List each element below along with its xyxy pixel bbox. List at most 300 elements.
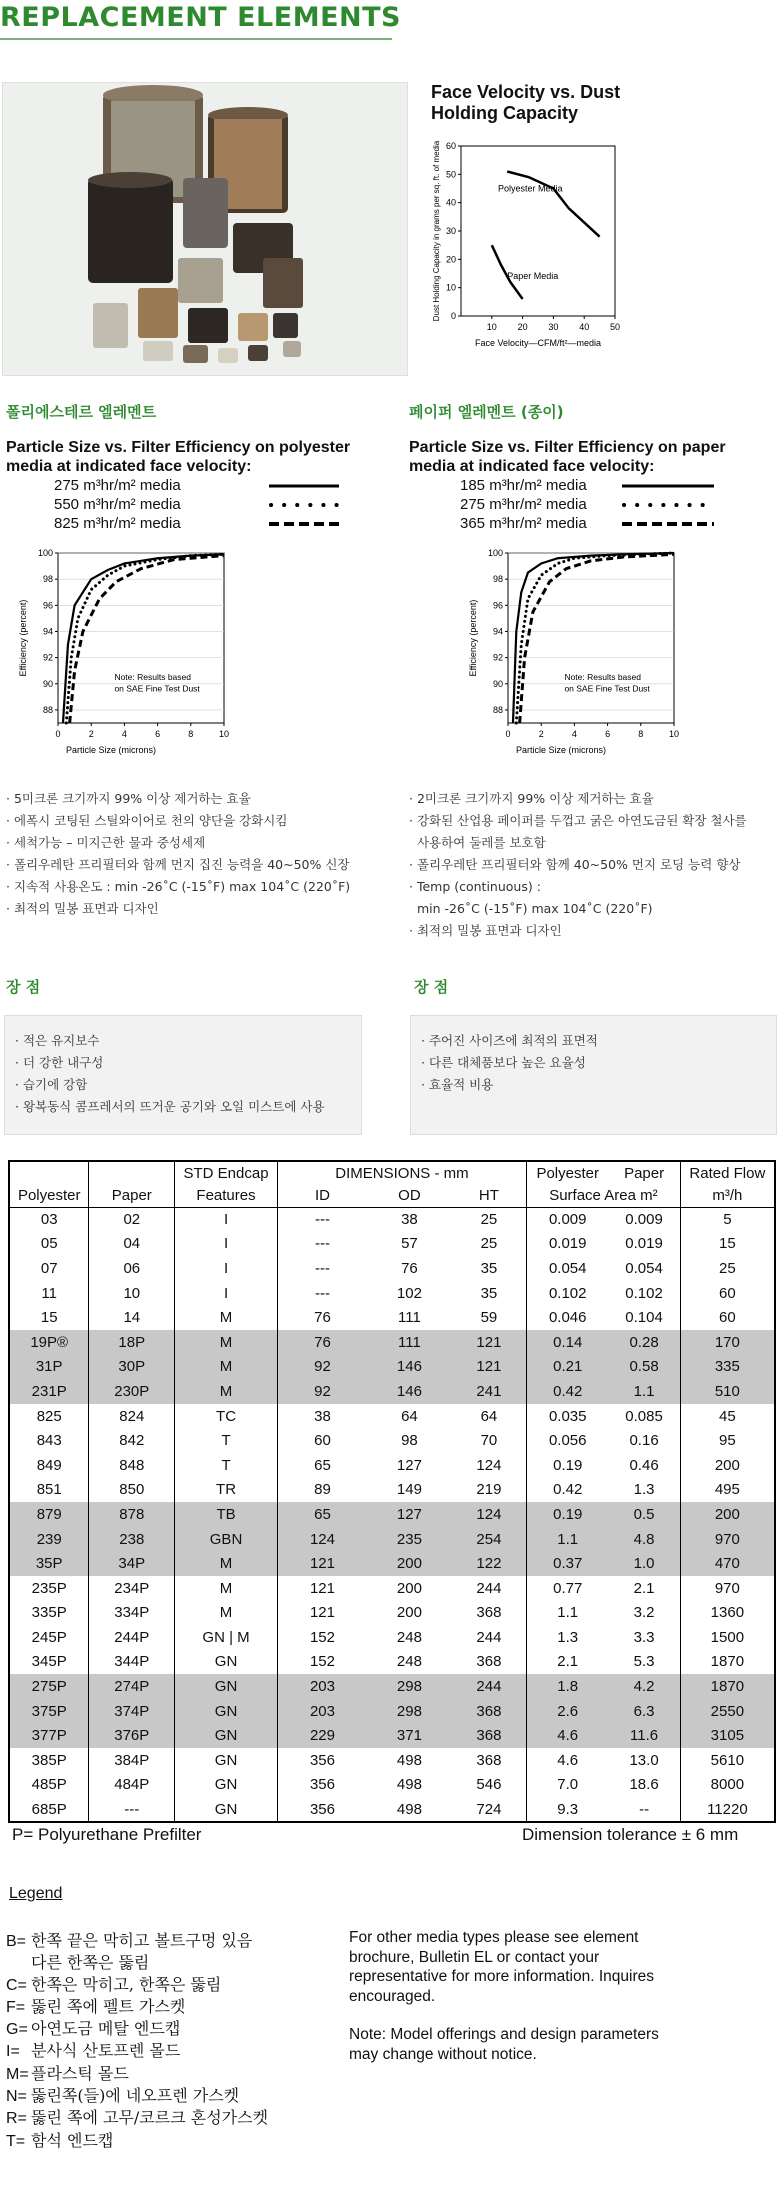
table-cell: 98 — [401, 1432, 418, 1450]
chart-note: Note: Results based — [114, 671, 191, 682]
polyester-efficiency-chart — [8, 545, 238, 770]
table-cell: 825 — [9, 1404, 89, 1429]
table-cell: 3.2 — [633, 1604, 655, 1622]
table-cell: 11220 — [680, 1797, 775, 1822]
table-cell: 384P — [89, 1748, 175, 1773]
table-cell: 2.1 — [527, 1650, 609, 1675]
table-cell: 1870 — [680, 1674, 775, 1699]
table-cell: 344P — [89, 1650, 175, 1675]
table-cell: 149 — [396, 1481, 422, 1499]
x-tick-label: 4 — [571, 729, 577, 739]
table-cell: 371 — [367, 1723, 452, 1748]
y-tick-label: 90 — [492, 678, 503, 689]
table-cell: 111 — [398, 1309, 421, 1327]
table-cell: 0.77 — [527, 1576, 609, 1601]
table-cell: 0.46 — [629, 1456, 659, 1474]
y-tick-label: 88 — [42, 704, 53, 715]
table-cell: 04 — [89, 1232, 175, 1257]
y-tick-label: 98 — [42, 574, 53, 585]
table-cell: 1500 — [680, 1625, 775, 1650]
table-cell: 45 — [680, 1404, 775, 1429]
table-row — [9, 1256, 775, 1281]
series-label: Polyester Media — [497, 183, 563, 194]
table-cell: 121 — [452, 1355, 527, 1380]
x-tick-label: 10 — [486, 322, 497, 332]
table-cell: 05 — [9, 1232, 89, 1257]
paper-heading: 페이퍼 엘레멘트 (종이) — [409, 403, 564, 421]
table-cell: 60 — [680, 1281, 775, 1306]
table-cell: 0.085 — [625, 1407, 663, 1425]
table-cell: 1.0 — [608, 1551, 680, 1576]
table-cell: 0.102 — [625, 1284, 663, 1302]
table-row — [9, 1428, 775, 1453]
table-cell: 15 — [9, 1305, 89, 1330]
table-cell: 25 — [680, 1256, 775, 1281]
table-cell: 89 — [277, 1478, 367, 1503]
table-cell: 0.19 — [527, 1502, 609, 1527]
table-cell: 385P — [9, 1748, 89, 1773]
advantage-item: · 습기에 강함 — [15, 1077, 88, 1092]
legend-item — [6, 1930, 268, 1952]
legend-label: 275 m³hr/m² media — [54, 477, 181, 494]
table-header-cell — [89, 1161, 175, 1184]
table-cell: 0.28 — [608, 1330, 680, 1355]
table-cell: 356 — [277, 1773, 367, 1798]
table-cell: 1.1 — [527, 1601, 609, 1626]
feature-item: · 세척가능 – 미지근한 물과 중성세제 — [6, 835, 206, 850]
table-cell: 375P — [9, 1699, 89, 1724]
table-cell: 8000 — [680, 1773, 775, 1798]
table-cell: 1.1 — [527, 1527, 609, 1552]
table-cell: 241 — [452, 1379, 527, 1404]
table-cell: 121 — [277, 1601, 367, 1626]
table-cell: 335P — [9, 1601, 89, 1626]
table-cell: 0.42 — [527, 1478, 609, 1503]
table-header-cell: ID — [277, 1184, 367, 1207]
table-cell: 13.0 — [629, 1751, 659, 1769]
table-cell: GN — [175, 1797, 278, 1822]
polyester-features — [6, 788, 350, 920]
table-cell: TR — [175, 1478, 278, 1503]
table-cell: 1.3 — [527, 1625, 609, 1650]
table-cell: 121 — [277, 1551, 367, 1576]
legend-key: M= — [6, 2065, 29, 2083]
legend-key: I= — [6, 2043, 20, 2061]
table-cell: GBN — [175, 1527, 278, 1552]
title-divider — [0, 38, 392, 40]
table-cell: 0.019 — [527, 1232, 609, 1257]
feature-item: · 최적의 밀봉 표면과 디자인 — [409, 923, 562, 938]
polyester-legend-item — [54, 476, 339, 495]
table-cell: 4.8 — [608, 1527, 680, 1552]
table-row — [9, 1453, 775, 1478]
table-cell: M — [175, 1551, 278, 1576]
face-velocity-chart-title: Face Velocity vs. Dust Holding Capacity — [431, 82, 621, 123]
table-cell: 254 — [452, 1527, 527, 1552]
table-cell: 11 — [9, 1281, 89, 1306]
table-cell: GN | M — [175, 1625, 278, 1650]
table-cell: 248 — [396, 1628, 422, 1646]
table-cell: 0.054 — [625, 1259, 663, 1277]
table-cell: 0.104 — [625, 1309, 663, 1327]
table-header-cell: Features — [175, 1184, 278, 1207]
spec-table — [8, 1160, 776, 1823]
table-row — [9, 1527, 775, 1552]
table-row — [9, 1674, 775, 1699]
table-cell: 18.6 — [629, 1776, 659, 1794]
table-cell: 275P — [9, 1674, 89, 1699]
table-cell: 239 — [9, 1527, 89, 1552]
table-cell: 0.035 — [527, 1404, 609, 1429]
plot-frame — [508, 553, 674, 723]
paper-advantages-heading: 장 점 — [414, 978, 449, 996]
table-cell: 124 — [476, 1456, 502, 1474]
table-cell: 0.046 — [527, 1305, 609, 1330]
table-cell: T — [175, 1428, 278, 1453]
table-row — [9, 1723, 775, 1748]
y-tick-label: 98 — [492, 574, 503, 585]
table-cell: 0.21 — [527, 1355, 609, 1380]
table-cell: 231P — [9, 1379, 89, 1404]
table-cell: 34P — [89, 1551, 175, 1576]
legend-item — [6, 2063, 268, 2085]
table-cell: 121 — [277, 1576, 367, 1601]
legend-item — [6, 1952, 268, 1973]
table-header-row — [9, 1184, 775, 1207]
table-cell: 59 — [480, 1309, 498, 1327]
polyester-legend-item — [54, 495, 339, 514]
table-cell: 842 — [89, 1428, 175, 1453]
table-cell: 5.3 — [633, 1653, 655, 1671]
table-cell: 200 — [396, 1604, 422, 1622]
polyester-chart-title: Particle Size vs. Filter Efficiency on polyester media at indicated face velocity: — [6, 439, 351, 475]
advantage-item: · 다른 대체품보다 높은 요율성 — [421, 1055, 586, 1070]
table-cell: 2.6 — [527, 1699, 609, 1724]
table-cell: 484P — [89, 1773, 175, 1798]
table-cell: 377P — [9, 1723, 89, 1748]
paper-advantages-box — [410, 1015, 777, 1135]
legend-item — [6, 2085, 268, 2107]
table-cell: 38 — [401, 1211, 418, 1229]
solid-line-swatch — [269, 483, 339, 489]
feature-item: · 폴리우레탄 프리필터와 함께 먼지 집진 능력을 40~50% 신장 — [6, 857, 350, 872]
table-cell: 3105 — [680, 1723, 775, 1748]
table-cell: 878 — [89, 1502, 175, 1527]
table-cell: --- — [277, 1207, 367, 1232]
table-row — [9, 1576, 775, 1601]
paper-legend-item — [460, 495, 714, 514]
table-cell: 146 — [367, 1379, 452, 1404]
table-cell: 248 — [396, 1653, 422, 1671]
plot-frame — [58, 553, 224, 723]
legend-key: F= — [6, 1998, 26, 2016]
y-tick-label: 30 — [445, 226, 456, 236]
table-row — [9, 1330, 775, 1355]
legend-item — [6, 2018, 268, 2040]
x-tick-label: 4 — [121, 729, 127, 739]
feature-item: · 폴리우레탄 프리필터와 함께 40~50% 먼지 로딩 능력 향상 — [409, 857, 741, 872]
table-header-cell: Polyester — [527, 1161, 609, 1184]
table-cell: 4.6 — [527, 1723, 609, 1748]
table-cell: 35P — [9, 1551, 89, 1576]
table-row — [9, 1551, 775, 1576]
y-tick-label: 0 — [450, 311, 456, 321]
table-cell: 368 — [476, 1653, 502, 1671]
table-cell: 15 — [680, 1232, 775, 1257]
table-cell: GN — [175, 1674, 278, 1699]
y-tick-label: 40 — [445, 197, 456, 208]
table-cell: 235P — [9, 1576, 89, 1601]
table-cell: GN — [175, 1723, 278, 1748]
table-cell: 244 — [452, 1674, 527, 1699]
table-cell: 368 — [452, 1699, 527, 1724]
table-cell: 0.19 — [527, 1453, 609, 1478]
y-tick-label: 96 — [42, 600, 53, 611]
table-header-cell: OD — [367, 1184, 452, 1207]
advantage-item: · 더 강한 내구성 — [15, 1055, 104, 1070]
table-row — [9, 1232, 775, 1257]
tolerance-footnote: Dimension tolerance ± 6 mm — [522, 1825, 739, 1844]
table-cell: 245P — [9, 1625, 89, 1650]
table-cell: 368 — [476, 1604, 502, 1622]
polyester-advantages-heading: 장 점 — [6, 978, 41, 996]
table-cell: 356 — [277, 1748, 367, 1773]
y-tick-label: 92 — [492, 652, 503, 663]
table-cell: I — [175, 1256, 278, 1281]
table-cell: 10 — [89, 1281, 175, 1306]
table-cell: 203 — [277, 1674, 367, 1699]
y-tick-label: 20 — [445, 254, 456, 265]
table-cell: 0.14 — [527, 1330, 609, 1355]
table-cell: 6.3 — [608, 1699, 680, 1724]
table-cell: 0.054 — [527, 1256, 609, 1281]
table-cell: --- — [277, 1232, 367, 1257]
legend-label: 185 m³hr/m² media — [460, 477, 587, 494]
dotted-line-swatch — [269, 502, 339, 508]
x-tick-label: 30 — [548, 322, 559, 332]
table-cell: 02 — [89, 1207, 175, 1232]
polyester-legend — [54, 476, 339, 533]
dashed-line-swatch — [269, 521, 339, 527]
x-tick-label: 2 — [88, 729, 94, 739]
table-cell: 374P — [89, 1699, 175, 1724]
table-cell: 203 — [277, 1699, 367, 1724]
table-cell: 127 — [367, 1502, 452, 1527]
series-line — [516, 553, 674, 723]
table-row — [9, 1502, 775, 1527]
series-line — [513, 553, 674, 723]
x-tick-label: 6 — [155, 729, 161, 739]
table-header-cell: Paper — [89, 1184, 175, 1207]
chart-note: Note: Results based — [564, 671, 641, 682]
y-axis-label: Dust Holding Capacity in grams per sq. ft. of media — [432, 140, 441, 322]
table-cell: GN — [175, 1748, 278, 1773]
advantage-item: · 적은 유지보수 — [15, 1033, 100, 1048]
prefilter-footnote: P= Polyurethane Prefilter — [12, 1825, 202, 1844]
legend-label: 825 m³hr/m² media — [54, 515, 181, 532]
table-cell: 70 — [480, 1432, 498, 1450]
table-cell: 0.37 — [527, 1551, 609, 1576]
table-cell: 19P® — [9, 1330, 89, 1355]
chart-note: on SAE Fine Test Dust — [114, 683, 200, 694]
table-cell: TC — [175, 1404, 278, 1429]
table-cell: 121 — [452, 1330, 527, 1355]
table-cell: 152 — [277, 1625, 367, 1650]
table-cell: -- — [608, 1797, 680, 1822]
table-cell: 92 — [277, 1379, 367, 1404]
legend-text: 아연도금 메탈 엔드캡 — [31, 2019, 181, 2039]
legend-text: 뚫린쪽(들)에 네오프렌 가스켓 — [31, 2086, 240, 2106]
table-header-cell: Rated Flow — [680, 1161, 775, 1184]
polyester-legend-item — [54, 514, 339, 533]
table-row — [9, 1601, 775, 1626]
table-cell: 124 — [452, 1502, 527, 1527]
table-row — [9, 1625, 775, 1650]
legend-text: 한쪽은 막히고, 한쪽은 뚫림 — [31, 1974, 222, 1994]
table-cell: --- — [277, 1281, 367, 1306]
table-row — [9, 1797, 775, 1822]
table-cell: 368 — [476, 1751, 502, 1769]
y-axis-label: Efficiency (percent) — [468, 599, 478, 677]
table-cell: T — [175, 1453, 278, 1478]
legend-text: 한쪽 끝은 막히고 볼트구멍 있음 — [31, 1931, 253, 1950]
legend-list — [6, 1930, 268, 2152]
table-cell: 970 — [680, 1576, 775, 1601]
table-cell: --- — [89, 1797, 175, 1822]
table-cell: 879 — [9, 1502, 89, 1527]
legend-label: 550 m³hr/m² media — [54, 496, 181, 513]
y-tick-label: 10 — [445, 282, 456, 293]
table-cell: 335 — [680, 1355, 775, 1380]
feature-item: · 5미크론 크기까지 99% 이상 제거하는 효율 — [6, 791, 251, 806]
feature-item: · 에폭시 코팅된 스틸와이어로 천의 양단을 강화시킴 — [6, 813, 288, 828]
table-cell: M — [175, 1601, 278, 1626]
table-cell: 244P — [89, 1625, 175, 1650]
table-cell: 92 — [277, 1355, 367, 1380]
x-tick-label: 20 — [517, 322, 528, 332]
table-row — [9, 1478, 775, 1503]
table-cell: 18P — [89, 1330, 175, 1355]
table-cell: 219 — [476, 1481, 502, 1499]
table-cell: 14 — [89, 1305, 175, 1330]
x-tick-label: 6 — [605, 729, 611, 739]
table-cell: 850 — [89, 1478, 175, 1503]
table-cell: 498 — [396, 1776, 422, 1794]
table-cell: GN — [175, 1773, 278, 1798]
table-cell: 35 — [480, 1284, 498, 1302]
table-row — [9, 1355, 775, 1380]
note-paragraph: Note: Model offerings and design parameters may change without notice. — [349, 2026, 659, 2063]
table-cell: 0.056 — [527, 1428, 609, 1453]
chart-note: on SAE Fine Test Dust — [564, 683, 650, 694]
feature-item: · 강화된 산업용 페이퍼를 두껍고 굵은 아연도금된 확장 철사를 — [409, 813, 747, 828]
x-tick-label: 2 — [538, 729, 544, 739]
y-tick-label: 50 — [445, 169, 456, 180]
y-tick-label: 90 — [42, 678, 53, 689]
legend-item — [6, 2107, 268, 2129]
table-cell: M — [175, 1576, 278, 1601]
filter-elements-photo — [2, 82, 408, 376]
table-cell: 238 — [89, 1527, 175, 1552]
table-cell: 235 — [367, 1527, 452, 1552]
y-tick-label: 94 — [42, 626, 53, 637]
table-cell: 724 — [452, 1797, 527, 1822]
table-cell: 470 — [680, 1551, 775, 1576]
table-cell: 298 — [367, 1699, 452, 1724]
table-cell: 7.0 — [527, 1773, 609, 1798]
filter-elements-icon — [3, 83, 407, 375]
table-cell: 685P — [9, 1797, 89, 1822]
table-cell: 1.8 — [527, 1674, 609, 1699]
table-cell: 35 — [480, 1259, 498, 1277]
table-cell: 0.5 — [608, 1502, 680, 1527]
y-tick-label: 60 — [445, 141, 456, 151]
x-tick-label: 0 — [505, 729, 511, 739]
paper-legend — [460, 476, 714, 533]
table-header-cell: HT — [452, 1184, 527, 1207]
table-cell: 124 — [277, 1527, 367, 1552]
solid-line-swatch — [622, 483, 714, 489]
x-tick-label: 8 — [188, 729, 194, 739]
table-cell: M — [175, 1355, 278, 1380]
paper-chart-title: Particle Size vs. Filter Efficiency on paper media at indicated face velocity: — [409, 439, 726, 475]
table-cell: 30P — [89, 1355, 175, 1380]
table-cell: M — [175, 1330, 278, 1355]
table-cell: 244 — [476, 1579, 502, 1597]
dashed-line-swatch — [622, 521, 714, 527]
table-cell: 848 — [89, 1453, 175, 1478]
table-cell: 03 — [9, 1207, 89, 1232]
table-cell: 5610 — [680, 1748, 775, 1773]
table-cell: 498 — [396, 1751, 422, 1769]
table-cell: 495 — [680, 1478, 775, 1503]
table-cell: 0.009 — [527, 1207, 609, 1232]
x-axis-label: Face Velocity—CFM/ft²—media — [474, 338, 602, 348]
legend-key: C= — [6, 1976, 27, 1994]
table-cell: 498 — [367, 1797, 452, 1822]
x-axis-label: Particle Size (microns) — [65, 745, 157, 755]
table-row — [9, 1650, 775, 1675]
table-header-cell: DIMENSIONS - mm — [277, 1161, 526, 1184]
feature-item: · 지속적 사용온도 : min -26˚C (-15˚F) max 104˚C (220˚F) — [6, 879, 351, 894]
table-header-cell — [9, 1161, 89, 1184]
table-cell: 65 — [277, 1502, 367, 1527]
legend-key: N= — [6, 2088, 27, 2106]
table-cell: 65 — [277, 1453, 367, 1478]
feature-item: · 2미크론 크기까지 99% 이상 제거하는 효율 — [409, 791, 654, 806]
table-cell: 0.102 — [527, 1281, 609, 1306]
table-cell: 25 — [480, 1211, 498, 1229]
dotted-line-swatch — [622, 502, 714, 508]
table-cell: 3.3 — [633, 1628, 655, 1646]
table-cell: 200 — [680, 1453, 775, 1478]
table-cell: 38 — [277, 1404, 367, 1429]
table-cell: 11.6 — [608, 1723, 680, 1748]
face-velocity-chart — [425, 138, 650, 373]
table-row — [9, 1281, 775, 1306]
table-cell: I — [175, 1232, 278, 1257]
table-cell: 2550 — [680, 1699, 775, 1724]
table-cell: 485P — [9, 1773, 89, 1798]
y-tick-label: 88 — [492, 704, 503, 715]
x-tick-label: 0 — [55, 729, 61, 739]
advantage-item: · 주어진 사이즈에 최적의 표면적 — [421, 1033, 598, 1048]
table-cell: I — [175, 1281, 278, 1306]
legend-label: 365 m³hr/m² media — [460, 515, 587, 532]
table-cell: 230P — [89, 1379, 175, 1404]
table-row — [9, 1748, 775, 1773]
table-cell: 64 — [401, 1407, 418, 1425]
